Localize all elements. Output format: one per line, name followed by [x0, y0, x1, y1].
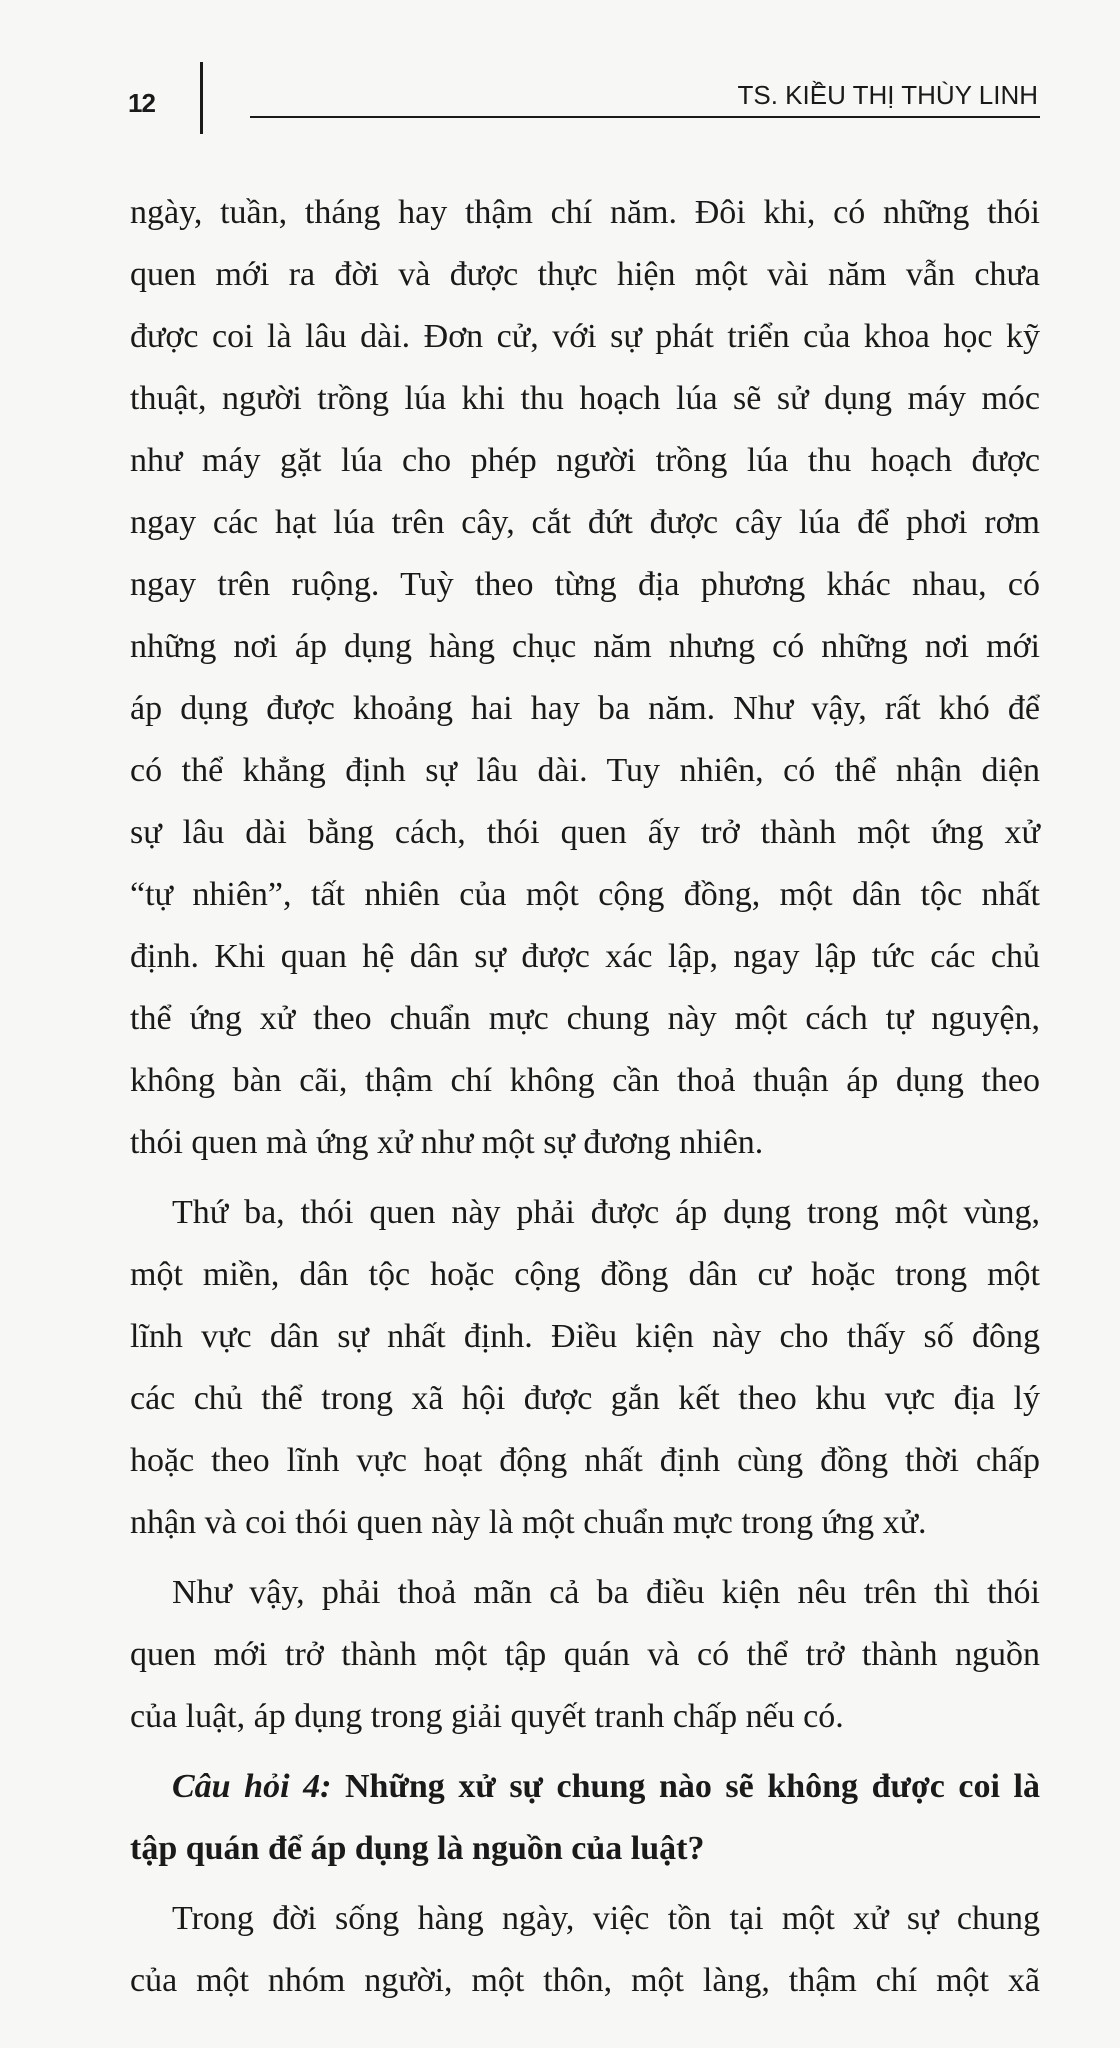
running-title: TS. KIỀU THỊ THÙY LINH	[737, 80, 1038, 110]
page-number: 12	[128, 88, 155, 118]
text-line: không bàn cãi, thậm chí không cần thoả thuận áp dụng theo	[130, 1062, 1040, 1099]
text-line: được coi là lâu dài. Đơn cử, với sự phát triển của khoa học kỹ	[130, 318, 1040, 355]
page-body	[130, 182, 1040, 2012]
paragraph	[130, 1182, 1040, 1554]
header-divider-bar	[200, 62, 203, 134]
text-line: sự lâu dài bằng cách, thói quen ấy trở thành một ứng xử	[130, 814, 1040, 851]
text-line: Thứ ba, thói quen này phải được áp dụng trong một vùng,	[172, 1194, 1040, 1231]
question-line: tập quán để áp dụng là nguồn của luật?	[130, 1830, 705, 1867]
text-line: thuật, người trồng lúa khi thu hoạch lúa sẽ sử dụng máy móc	[130, 380, 1040, 417]
text-line: hoặc theo lĩnh vực hoạt động nhất định cùng đồng thời chấp	[130, 1442, 1040, 1479]
text-line: Như vậy, phải thoả mãn cả ba điều kiện nêu trên thì thói	[172, 1574, 1040, 1611]
question-heading	[130, 1756, 1040, 1880]
text-line: “tự nhiên”, tất nhiên của một cộng đồng, một dân tộc nhất	[130, 876, 1040, 913]
text-line: của một nhóm người, một thôn, một làng, thậm chí một xã	[130, 1962, 1040, 1999]
text-line: áp dụng được khoảng hai hay ba năm. Như vậy, rất khó để	[130, 690, 1040, 727]
question-line	[130, 1756, 1040, 1818]
text-line: ngay các hạt lúa trên cây, cắt đứt được cây lúa để phơi rơm	[130, 504, 1040, 541]
text-line: lĩnh vực dân sự nhất định. Điều kiện này cho thấy số đông	[130, 1318, 1040, 1355]
question-label: Câu hỏi 4:	[172, 1768, 332, 1805]
question-text: Những xử sự chung nào sẽ không được coi là	[331, 1768, 1040, 1805]
text-line: ngày, tuần, tháng hay thậm chí năm. Đôi khi, có những thói	[130, 194, 1040, 231]
text-line: định. Khi quan hệ dân sự được xác lập, ngay lập tức các chủ	[130, 938, 1040, 975]
paragraph	[130, 1888, 1040, 2012]
text-line: như máy gặt lúa cho phép người trồng lúa thu hoạch được	[130, 442, 1040, 479]
text-line: những nơi áp dụng hàng chục năm nhưng có những nơi mới	[130, 628, 1040, 665]
text-line: quen mới trở thành một tập quán và có thể trở thành nguồn	[130, 1636, 1040, 1673]
text-line: thói quen mà ứng xử như một sự đương nhiên.	[130, 1124, 764, 1161]
text-line: ngay trên ruộng. Tuỳ theo từng địa phương khác nhau, có	[130, 566, 1040, 603]
text-line: quen mới ra đời và được thực hiện một vài năm vẫn chưa	[130, 256, 1040, 293]
paragraph	[130, 1562, 1040, 1748]
text-line: các chủ thể trong xã hội được gắn kết theo khu vực địa lý	[130, 1380, 1040, 1417]
text-line: thể ứng xử theo chuẩn mực chung này một cách tự nguyện,	[130, 1000, 1040, 1037]
text-line: nhận và coi thói quen này là một chuẩn mực trong ứng xử.	[130, 1504, 927, 1541]
header-rule	[250, 116, 1040, 118]
page-header	[0, 0, 1120, 140]
text-line: có thể khẳng định sự lâu dài. Tuy nhiên, có thể nhận diện	[130, 752, 1040, 789]
text-line: Trong đời sống hàng ngày, việc tồn tại một xử sự chung	[172, 1900, 1040, 1937]
text-line: của luật, áp dụng trong giải quyết tranh chấp nếu có.	[130, 1698, 844, 1735]
paragraph	[130, 182, 1040, 1174]
text-line: một miền, dân tộc hoặc cộng đồng dân cư hoặc trong một	[130, 1256, 1040, 1293]
